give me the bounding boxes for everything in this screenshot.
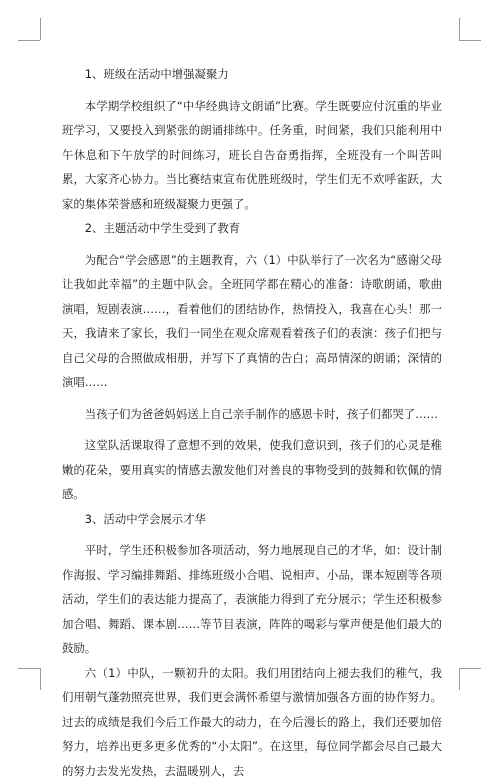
- crop-mark-bottom-left: [18, 668, 40, 669]
- section-heading-2: 2、主题活动中学生受到了教育: [62, 216, 442, 241]
- paragraph: 平时，学生还积极参加各项活动，努力地展现自己的才华，如：设计制作海报、学习编排舞蹈、排练班级小合唱、说相声、小品，课本短剧等各项活动，学生们的表达能力提高了，表演能力得到了充分展示；学生还积极参加合唱、舞蹈、课本剧……等节目表演，阵阵的喝彩与掌声便是他们最大的鼓励。: [62, 538, 442, 661]
- crop-mark-bottom-left: [40, 668, 41, 690]
- crop-mark-top-left: [18, 40, 40, 41]
- paragraph: 为配合“学会感恩”的主题教育，六（1）中队举行了一次名为“感谢父母让我如此幸福”的主题中队会。全班同学都在精心的准备：诗歌朗诵，歌曲演唱，短剧表演……，看着他们的团结协作，热情投入，我喜在心头！那一天，我请来了家长，我们一同坐在观众席观看着孩子们的表演：孩子们把与自己父母的合照做成相册，并写下了真情的告白；高昂情深的朗诵；深情的演唱……: [62, 248, 442, 395]
- crop-mark-top-right: [459, 40, 481, 41]
- paragraph: 本学期学校组织了“中华经典诗文朗诵”比赛。学生既要应付沉重的毕业班学习，又要投入到紧张的朗诵排练中。任务重，时间紧，我们只能利用中午休息和下午放学的时间练习，班长自告奋勇指挥，全班没有一个叫苦叫累，大家齐心协力。当比赛结束宣布优胜班级时，学生们无不欢呼雀跃，大家的集体荣誉感和班级凝聚力更强了。: [62, 94, 442, 217]
- paragraph: 这堂队活课取得了意想不到的效果，使我们意识到，孩子们的心灵是稚嫩的花朵，要用真实的情感去激发他们对善良的事物受到的鼓舞和钦佩的情感。: [62, 433, 442, 507]
- paragraph: 六（1）中队，一颗初升的太阳。我们用团结向上褪去我们的稚气，我们用朝气蓬勃照亮世界，我们更会满怀希望与激情加强各方面的协作努力。过去的成绩是我们今后工作最大的动力，在今后漫长的路上，我们还要加倍努力，培养出更多更多优秀的“小太阳”。在这里，每位同学都会尽自己最大的努力去发光发热，去温暖别人，去: [62, 661, 442, 783]
- crop-mark-bottom-right: [459, 668, 460, 690]
- crop-mark-top-right: [459, 18, 460, 40]
- section-heading-1: 1、班级在活动中增强凝聚力: [62, 62, 442, 87]
- section-heading-3: 3、活动中学会展示才华: [62, 507, 442, 532]
- crop-mark-bottom-right: [459, 668, 481, 669]
- crop-mark-top-left: [40, 18, 41, 40]
- paragraph: 当孩子们为爸爸妈妈送上自己亲手制作的感恩卡时，孩子们都哭了……: [62, 402, 442, 427]
- document-body: [62, 62, 442, 783]
